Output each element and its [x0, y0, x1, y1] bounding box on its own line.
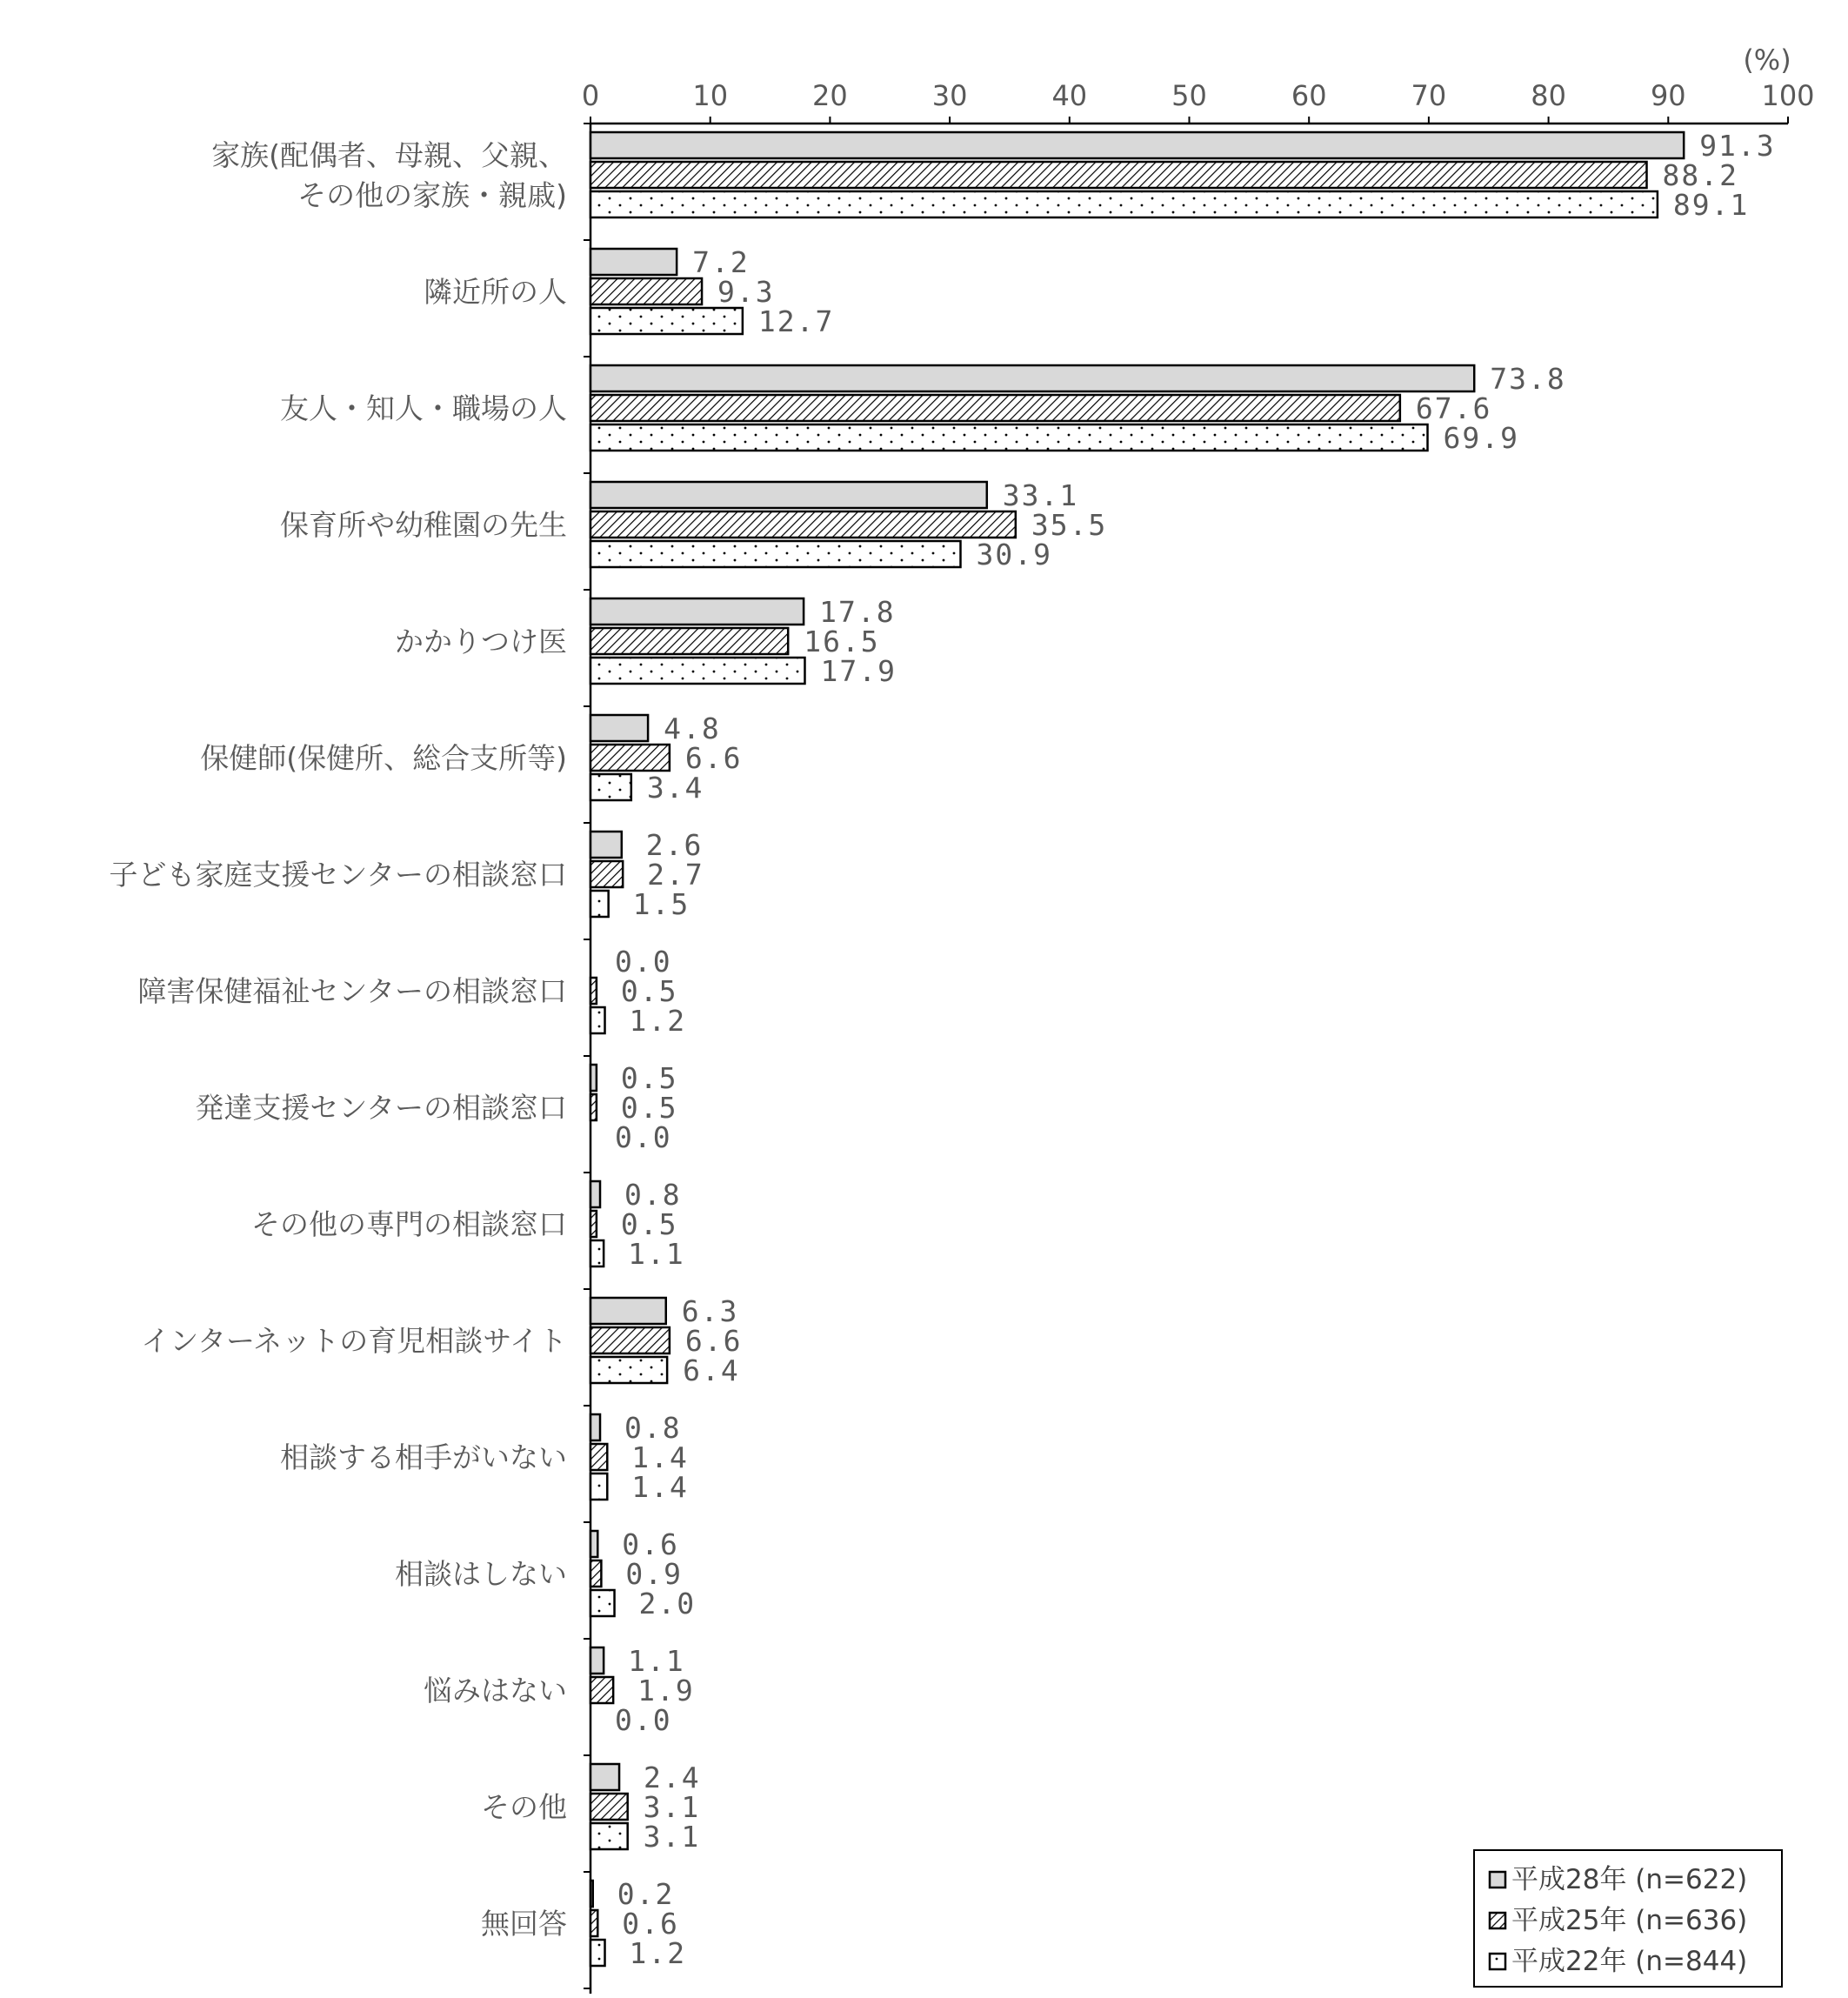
- bar-gray: [590, 1298, 666, 1324]
- category-label: 子ども家庭支援センターの相談窓口: [109, 858, 567, 892]
- bar-gray: [590, 482, 987, 508]
- data-label: 1.1: [628, 1237, 685, 1271]
- category-label: その他の家族・親戚): [297, 178, 567, 212]
- x-tick-label: 70: [1411, 79, 1447, 112]
- legend-swatch-dots: [1490, 1954, 1505, 1969]
- category-label: その他: [481, 1790, 567, 1824]
- data-label: 6.6: [684, 741, 743, 775]
- x-tick-label: 40: [1051, 79, 1088, 112]
- data-label: 89.1: [1672, 188, 1750, 222]
- legend-label: 平成28年 (n=622): [1511, 1864, 1748, 1895]
- category-label: 発達支援センターの相談窓口: [195, 1091, 567, 1125]
- data-label: 0.5: [620, 1091, 678, 1125]
- bar-dots: [590, 1357, 667, 1383]
- bar-hatch: [590, 1560, 601, 1587]
- bar-gray: [590, 249, 677, 275]
- category-label: インターネットの育児相談サイト: [141, 1324, 567, 1358]
- category-label: 無回答: [481, 1907, 567, 1941]
- unit-label: (%): [1743, 43, 1791, 77]
- bar-hatch: [590, 1094, 597, 1120]
- category-label: 家族(配偶者、母親、父親、: [211, 138, 567, 172]
- bar-hatch: [590, 1794, 628, 1820]
- data-label: 1.1: [628, 1644, 685, 1678]
- bar-hatch: [590, 1910, 597, 1936]
- bar-gray: [590, 598, 804, 625]
- data-label: 73.8: [1490, 362, 1566, 396]
- data-label: 6.3: [681, 1294, 739, 1328]
- legend-swatch-hatch: [1490, 1913, 1505, 1928]
- data-label: 3.1: [643, 1790, 701, 1824]
- data-label: 7.2: [692, 245, 750, 279]
- bar-gray: [590, 1531, 597, 1557]
- bar-hatch: [590, 1211, 597, 1237]
- data-label: 0.5: [620, 1061, 678, 1095]
- bar-hatch: [590, 1444, 607, 1470]
- bar-dots: [590, 774, 631, 800]
- x-tick-label: 60: [1291, 79, 1327, 112]
- data-label: 30.9: [976, 538, 1052, 571]
- category-label: 相談はしない: [395, 1557, 567, 1591]
- data-label: 17.8: [819, 595, 896, 629]
- data-label: 0.5: [620, 1207, 678, 1241]
- data-label: 4.8: [664, 712, 721, 745]
- x-tick-label: 100: [1761, 79, 1815, 112]
- bars-layer: [590, 132, 1684, 1966]
- data-label: 88.2: [1662, 158, 1738, 192]
- data-label: 0.0: [615, 1703, 672, 1737]
- category-label: かかりつけ医: [395, 625, 567, 658]
- legend: [1474, 1850, 1782, 1987]
- data-label: 0.9: [625, 1557, 684, 1591]
- legend-swatch-gray: [1490, 1872, 1505, 1888]
- data-label: 0.0: [615, 945, 672, 979]
- data-label: 1.2: [629, 1004, 687, 1038]
- bar-dots: [590, 308, 743, 334]
- data-label: 1.2: [629, 1936, 687, 1970]
- bar-dots: [590, 541, 960, 567]
- bar-dots: [590, 191, 1658, 217]
- data-label: 33.1: [1002, 478, 1079, 512]
- data-label: 2.6: [645, 828, 704, 862]
- data-label: 9.3: [717, 275, 775, 309]
- bar-dots: [590, 658, 804, 684]
- bar-dots: [590, 1590, 615, 1616]
- bar-hatch: [590, 745, 670, 771]
- category-label: 障害保健福祉センターの相談窓口: [137, 974, 567, 1008]
- bar-gray: [590, 832, 622, 858]
- bar-hatch: [590, 1327, 670, 1353]
- data-label: 1.4: [631, 1470, 689, 1504]
- data-label: 0.5: [620, 974, 678, 1008]
- data-label: 0.6: [622, 1527, 679, 1561]
- x-tick-label: 80: [1531, 79, 1566, 112]
- data-label: 91.3: [1699, 129, 1776, 163]
- bar-hatch: [590, 162, 1647, 188]
- data-label: 16.5: [804, 625, 880, 658]
- data-label: 0.8: [624, 1178, 682, 1212]
- data-label: 6.6: [684, 1324, 743, 1358]
- bar-gray: [590, 1414, 600, 1440]
- bar-gray: [590, 1647, 604, 1674]
- category-label: 相談する相手がいない: [280, 1440, 567, 1474]
- bar-gray: [590, 132, 1684, 158]
- x-tick-label: 10: [692, 79, 729, 112]
- data-label: 3.1: [643, 1820, 701, 1854]
- data-label: 1.5: [632, 887, 690, 921]
- bar-dots: [590, 1240, 604, 1266]
- bar-gray: [590, 1881, 593, 1907]
- data-label: 6.4: [683, 1353, 740, 1387]
- bar-dots: [590, 424, 1428, 451]
- x-tick-label: 50: [1171, 79, 1207, 112]
- bar-dots: [590, 1473, 607, 1500]
- bar-hatch: [590, 511, 1016, 538]
- category-label: 友人・知人・職場の人: [280, 391, 567, 425]
- data-label: 0.0: [615, 1120, 672, 1154]
- bar-hatch: [590, 395, 1400, 421]
- bar-hatch: [590, 1677, 613, 1703]
- bar-hatch: [590, 628, 788, 654]
- x-tick-label: 90: [1650, 79, 1686, 112]
- bar-gray: [590, 1181, 600, 1207]
- bar-hatch: [590, 978, 597, 1004]
- bar-gray: [590, 365, 1474, 391]
- bar-gray: [590, 715, 648, 741]
- data-label: 17.9: [820, 654, 897, 688]
- legend-label: 平成22年 (n=844): [1511, 1946, 1748, 1977]
- data-label: 67.6: [1415, 391, 1492, 425]
- data-label: 0.6: [622, 1907, 679, 1941]
- legend-label: 平成25年 (n=636): [1511, 1905, 1748, 1936]
- bar-hatch: [590, 278, 702, 304]
- data-label: 2.4: [644, 1761, 701, 1794]
- data-label: 1.9: [637, 1674, 695, 1707]
- category-label: 悩みはない: [424, 1674, 567, 1707]
- x-tick-label: 30: [931, 79, 968, 112]
- data-label: 2.7: [647, 858, 704, 892]
- data-label: 0.8: [624, 1411, 682, 1445]
- x-tick-label: 0: [581, 79, 600, 112]
- bar-dots: [590, 891, 609, 917]
- bar-dots: [590, 1940, 605, 1966]
- data-label: 0.2: [617, 1877, 675, 1911]
- x-tick-label: 20: [812, 79, 848, 112]
- data-label: 2.0: [638, 1587, 697, 1620]
- category-label: その他の専門の相談窓口: [251, 1207, 567, 1241]
- bar-dots: [590, 1007, 605, 1033]
- bar-dots: [590, 1823, 628, 1849]
- data-label: 69.9: [1443, 421, 1520, 455]
- data-label: 3.4: [646, 771, 704, 805]
- bar-hatch: [590, 861, 623, 887]
- data-label: 12.7: [757, 304, 835, 338]
- bar-gray: [590, 1764, 619, 1790]
- data-label: 35.5: [1031, 508, 1108, 542]
- bar-gray: [590, 1065, 597, 1091]
- category-label: 保育所や幼稚園の先生: [280, 508, 567, 542]
- data-label: 1.4: [631, 1440, 689, 1474]
- category-label: 保健師(保健所、総合支所等): [200, 741, 567, 775]
- category-label: 隣近所の人: [424, 275, 567, 309]
